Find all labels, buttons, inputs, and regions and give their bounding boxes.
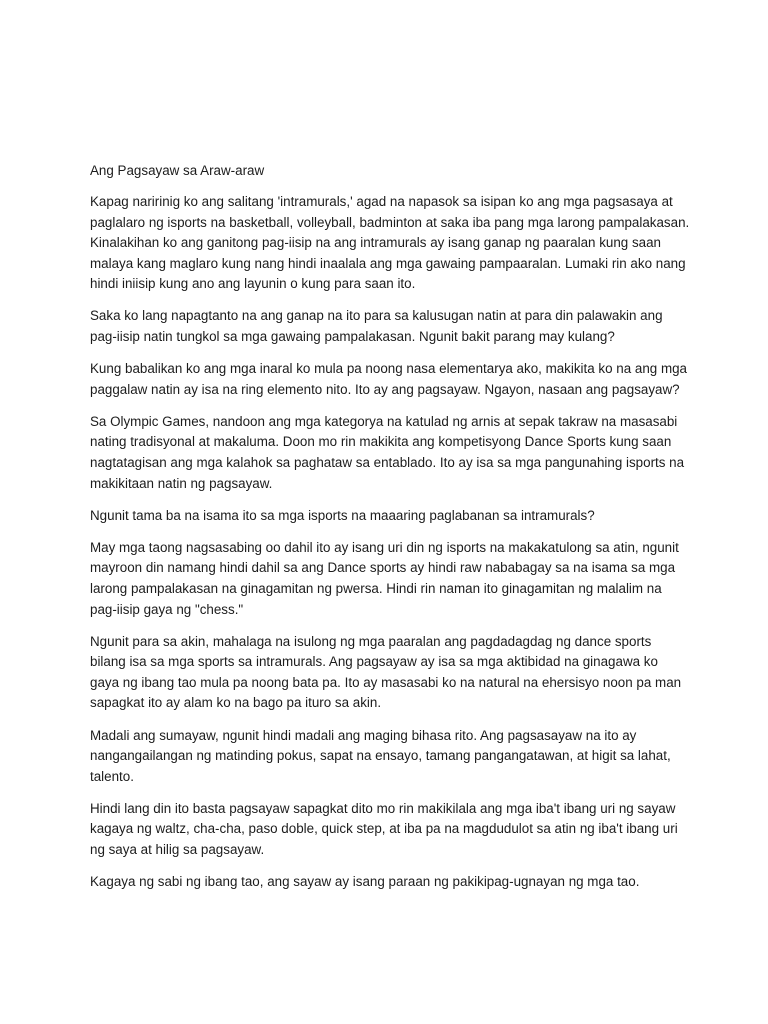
paragraph-4: Sa Olympic Games, nandoon ang mga kategorya na katulad ng arnis at sepak takraw na masasabi nating tradisyonal at makaluma. Doon mo rin makikita ang kompetisyong Dance Sports kung saan nagtatagisan ang mga kalahok sa paghataw sa entablado. Ito ay isa sa mga pangunahing isports na makikitaan natin ng pagsayaw. [90, 413, 685, 491]
paragraph-10: Kagaya ng sabi ng ibang tao, ang sayaw ay isang paraan ng pakikipag-ugnayan ng mga tao. [90, 874, 640, 890]
paragraph-9: Hindi lang din ito basta pagsayaw sapagkat dito mo rin makikilala ang mga iba't ibang uri ng sayaw kagaya ng waltz, cha-cha, paso doble, quick step, at iba pa na magdudulot sa atin ng iba't ibang uri ng saya at hilig sa pagsayaw. [90, 800, 678, 858]
paragraph-6: May mga taong nagsasabing oo dahil ito ay isang uri din ng isports na makakatulong sa atin, ngunit mayroon din namang hindi dahil sa ang Dance sports ay hindi raw nababagay sa na isama sa mga larong pampalakasan na ginagamitan ng pwersa. Hindi rin naman ito ginagamitan ng malalim na pag-iisip gaya ng "chess." [90, 539, 679, 617]
paragraph-8: Madali ang sumayaw, ngunit hindi madali ang maging bihasa rito. Ang pagsasayaw na ito ay nangangailangan ng matinding pokus, sapat na ensayo, tamang pangangatawan, at higit sa lahat, talento. [90, 727, 671, 784]
paragraph-2: Saka ko lang napagtanto na ang ganap na ito para sa kalusugan natin at para din palawakin ang pag-iisip natin tungkol sa mga gawaing pampalakasan. Ngunit bakit parang may kulang? [90, 308, 663, 345]
paragraph-7: Ngunit para sa akin, mahalaga na isulong ng mga paaralan ang pagdadagdag ng dance sports bilang isa sa mga sports sa intramurals. Ang pagsayaw ay isa sa mga aktibidad na ginagawa ko gaya ng ibang tao mula pa noong bata pa. Ito ay masasabi ko na natural na ehersisyo noon pa man sapagkat ito ay alam ko na bago pa ituro sa akin. [90, 633, 682, 711]
document-title: Ang Pagsayaw sa Araw-araw [90, 163, 265, 178]
paragraph-5: Ngunit tama ba na isama ito sa mga isports na maaaring paglabanan sa intramurals? [90, 507, 595, 523]
paragraph-1: Kapag naririnig ko ang salitang 'intramurals,' agad na napasok sa isipan ko ang mga pagsasaya at paglalaro ng isports na basketball, volleyball, badminton at saka iba pang mga larong pampalakasan. Kinalakihan ko ang ganitong pag-iisip na ang intramurals ay isang ganap ng paaralan kung saan malaya kang maglaro kung nang hindi inaalala ang mga gawaing pampaaralan. Lumaki rin ako nang hindi iniisip kung ano ang layunin o kung para saan ito. [90, 194, 690, 292]
paragraph-3: Kung babalikan ko ang mga inaral ko mula pa noong nasa elementarya ako, makikita ko na ang mga paggalaw natin ay isa na ring elemento nito. Ito ay ang pagsayaw. Ngayon, nasaan ang pagsayaw? [90, 361, 688, 397]
document-body [90, 160, 690, 904]
